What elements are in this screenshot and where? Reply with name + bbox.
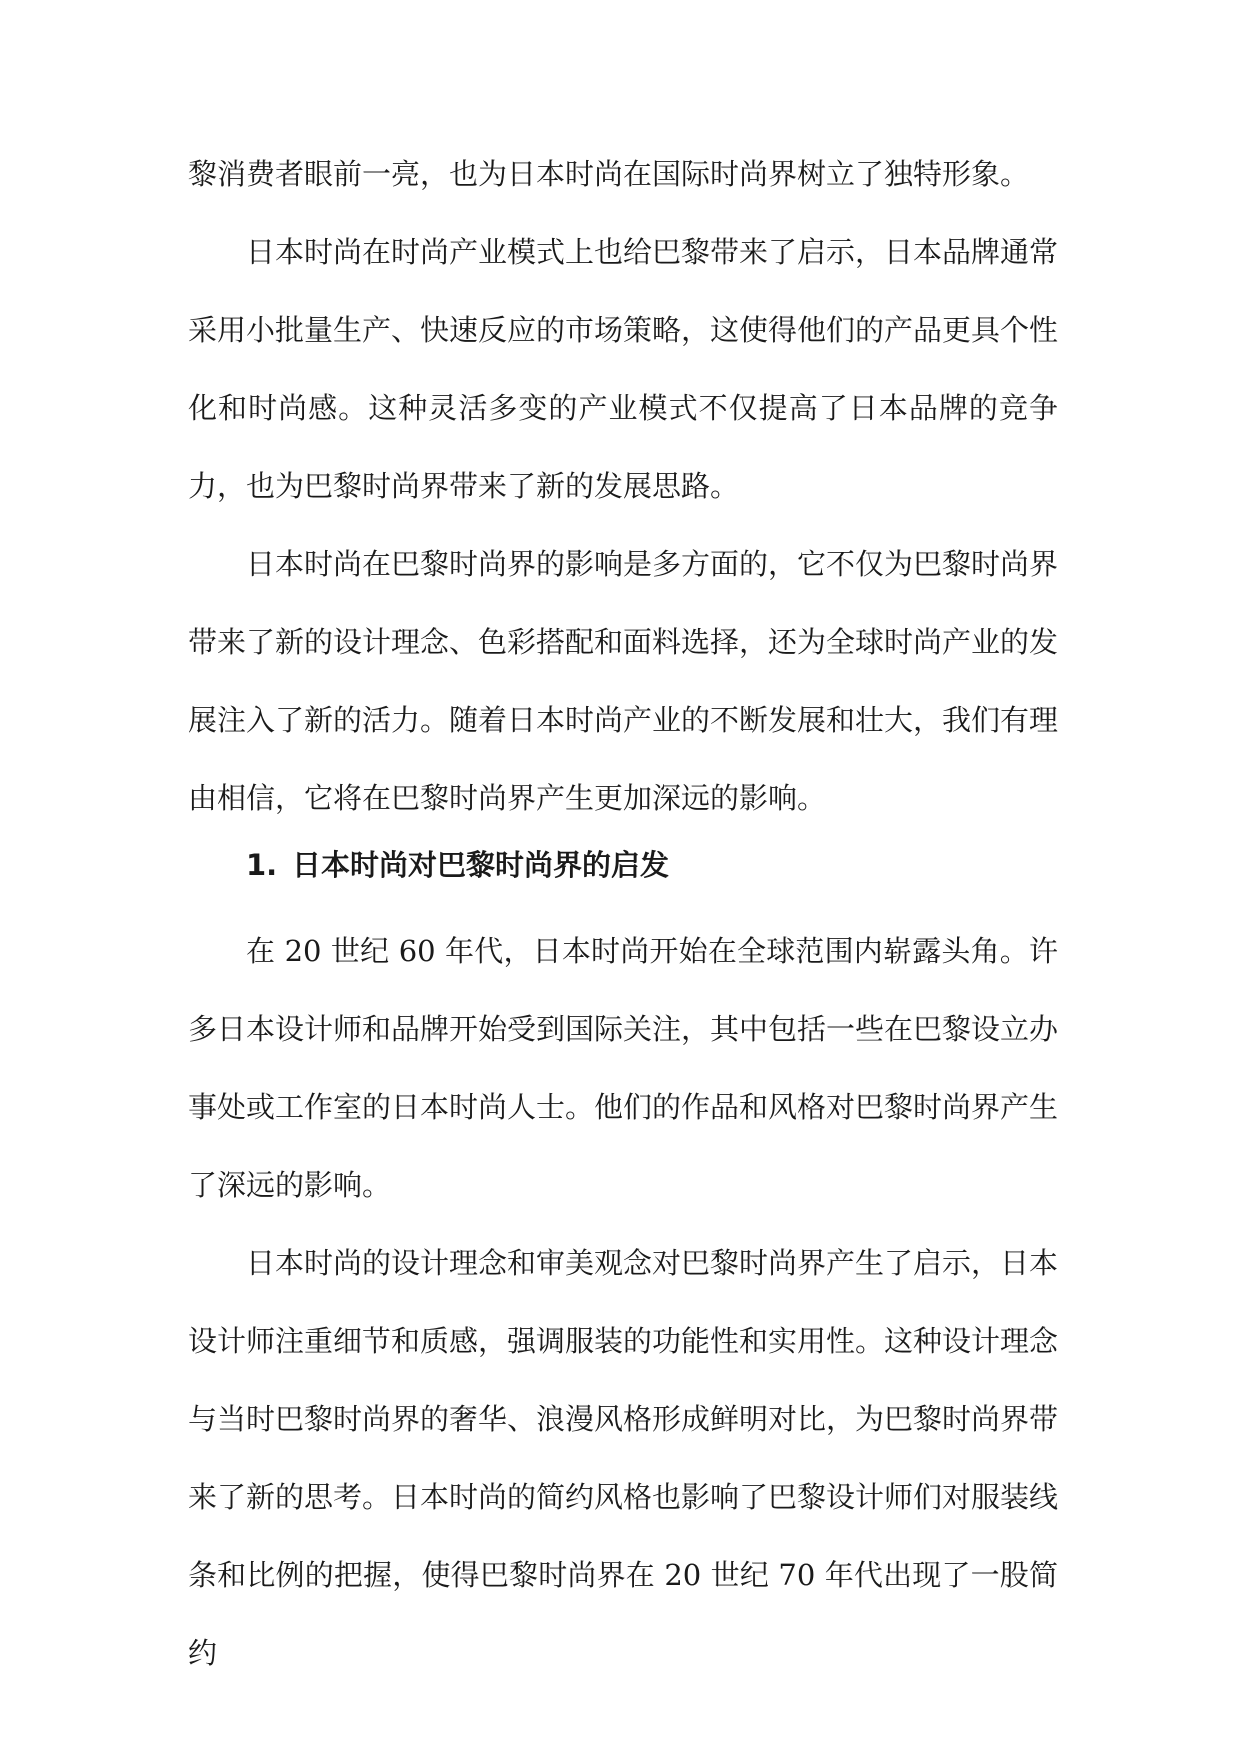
paragraph: 日本时尚在时尚产业模式上也给巴黎带来了启示，日本品牌通常采用小批量生产、快速反应的市场策略，这使得他们的产品更具个性化和时尚感。这种灵活多变的产业模式不仅提高了日本品牌的竞争力，也为巴黎时尚界带来了新的发展思路。 [188,235,1059,503]
section-heading [246,845,669,885]
paragraph: 日本时尚的设计理念和审美观念对巴黎时尚界产生了启示，日本设计师注重细节和质感，强调服装的功能性和实用性。这种设计理念与当时巴黎时尚界的奢华、浪漫风格形成鲜明对比，为巴黎时尚界带来了新的思考。日本时尚的简约风格也影响了巴黎设计师们对服装线条和比例的把握，使得巴黎时尚界在 20 世纪 70 年代出现了一股简约 [188,1246,1059,1670]
section-number: 1. [246,848,278,882]
paragraph-continuation: 黎消费者眼前一亮，也为日本时尚在国际时尚界树立了独特形象。 [188,157,1030,191]
section-title: 日本时尚对巴黎时尚界的启发 [292,848,670,882]
body-text-top [188,135,1058,837]
paragraph: 日本时尚在巴黎时尚界的影响是多方面的，它不仅为巴黎时尚界带来了新的设计理念、色彩搭配和面料选择，还为全球时尚产业的发展注入了新的活力。随着日本时尚产业的不断发展和壮大，我们有理由相信，它将在巴黎时尚界产生更加深远的影响。 [188,547,1059,815]
body-text-bottom [188,912,1058,1692]
paragraph: 在 20 世纪 60 年代，日本时尚开始在全球范围内崭露头角。许多日本设计师和品牌开始受到国际关注，其中包括一些在巴黎设立办事处或工作室的日本时尚人士。他们的作品和风格对巴黎时尚界产生了深远的影响。 [188,934,1059,1202]
